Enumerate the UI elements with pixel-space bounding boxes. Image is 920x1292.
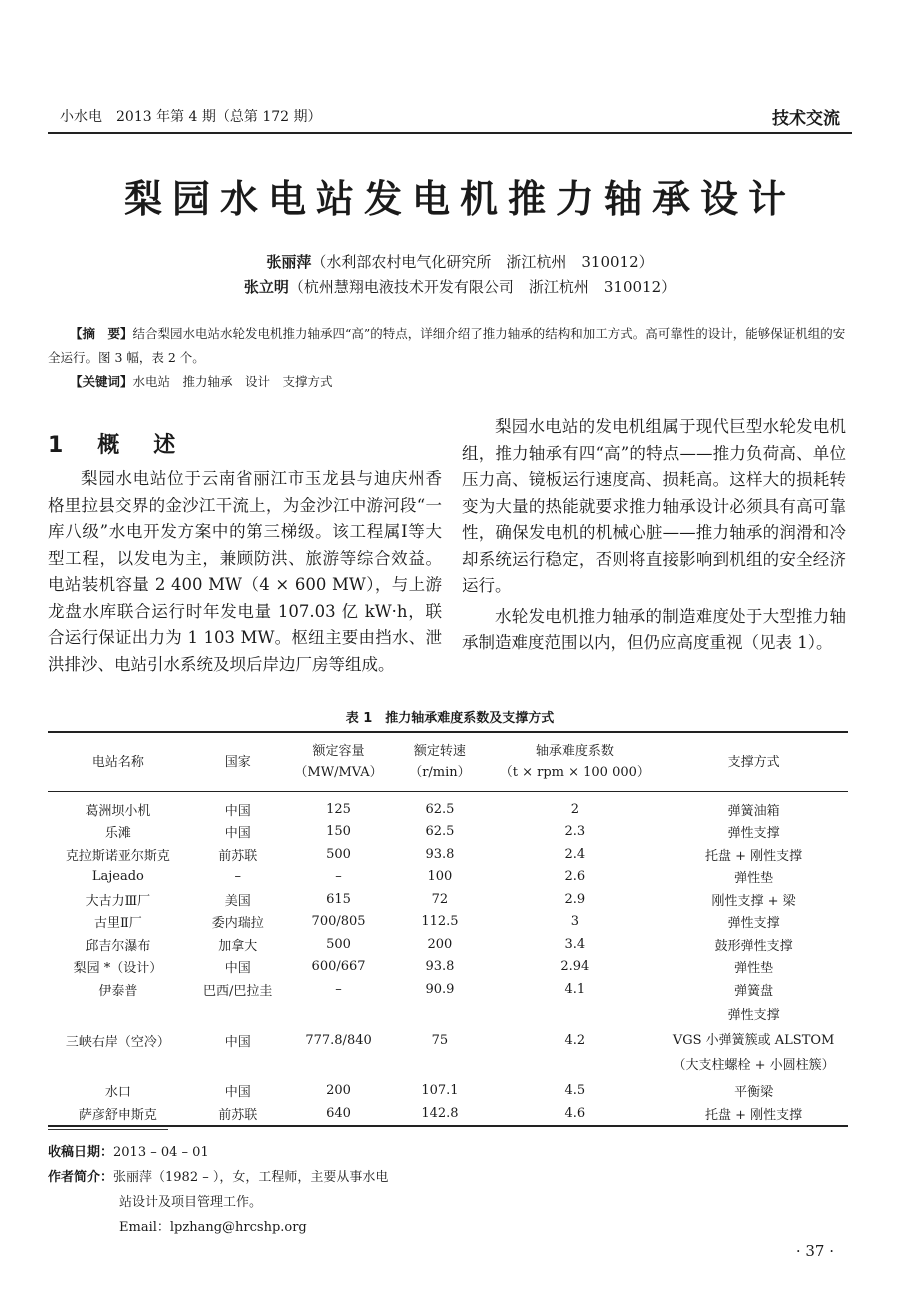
table-cell: 萨彦舒申斯克 [48, 1102, 188, 1126]
header-text: 轴承难度系数 [535, 744, 614, 759]
table-cell: 委内瑞拉 [211, 916, 264, 932]
table-cell: 93.8 [425, 846, 455, 862]
table-cell: 640 [288, 1102, 390, 1126]
paragraph: 梨园水电站的发电机组属于现代巨型水轮发电机组，推力轴承有四“高”的特点——推力负荷高、单位压力高、镜板运行速度高、损耗高。这样大的损耗转变为大量的热能就要求推力轴承设计必须具有高可靠性，确保发电机的机械心脏——推力轴承的润滑和冷却系统运行稳定，否则将直接影响到机组的安全经济运行。 [462, 417, 846, 595]
table-cell: 112.5 [421, 914, 459, 930]
table-cell: 美国 [224, 893, 251, 909]
header-text: 电站名称 [91, 754, 144, 770]
column-header [288, 732, 390, 792]
table-cell: 2 [570, 801, 579, 817]
table-cell: 鼓形弹性支撑 [714, 938, 793, 954]
abstract-text: 结合梨园水电站水轮发电机推力轴承四“高”的特点，详细介绍了推力轴承的结构和加工方式。高可靠性的设计，能够保证机组的安全运行。图 3 幅，表 2 个。 [48, 326, 846, 365]
table-row [48, 1080, 848, 1103]
table-cell: 前苏联 [188, 1102, 288, 1126]
table-row [48, 792, 848, 821]
bio-label: 作者简介： [48, 1170, 114, 1185]
table-cell: – [335, 981, 342, 997]
table-row [48, 1001, 848, 1080]
table-cell: 中国 [224, 1085, 251, 1101]
header-text: 国家 [224, 754, 251, 770]
table-cell: 托盘 + 刚性支撑 [659, 1102, 848, 1126]
table-cell: 乐滩 [104, 826, 131, 842]
author-name: 张丽萍 [266, 253, 312, 271]
header-rule [48, 132, 852, 134]
abstract-label: 【摘 要】 [70, 326, 133, 341]
bio-text: 张丽萍（1982 – ），女，工程师，主要从事水电 [113, 1170, 389, 1185]
author-email: Email：lpzhang@hrcshp.org [119, 1220, 307, 1235]
table-cell: 600/667 [311, 959, 366, 975]
table-cell: 4.6 [490, 1102, 659, 1126]
keywords: 水电站 推力轴承 设计 支撑方式 [132, 374, 333, 389]
table-cell: 200 [326, 1083, 351, 1099]
author-name: 张立明 [243, 278, 289, 296]
table-row [48, 821, 848, 844]
author-affiliation: （杭州慧翔电液技术开发有限公司 浙江杭州 310012） [288, 278, 677, 296]
table-row [48, 1102, 848, 1126]
table-cell: 125 [326, 801, 351, 817]
table-cell: 75 [431, 1032, 449, 1048]
footnote [48, 1140, 388, 1240]
table-cell: 93.8 [425, 959, 455, 975]
table-cell: 弹性支撑 VGS 小弹簧簇或 ALSTOM （大支柱螺栓 + 小圆柱簇） [672, 1007, 835, 1073]
table-cell: 500 [326, 936, 351, 952]
header-text: 额定容量 [312, 744, 365, 759]
table-cell: 弹性垫 [734, 871, 774, 887]
table-cell: 2.6 [564, 869, 586, 885]
table-cell: 加拿大 [218, 938, 258, 954]
table-cell: 葛洲坝小机 [85, 803, 151, 819]
table-caption: 表 1 推力轴承难度系数及支撑方式 [345, 711, 555, 726]
column-header [48, 732, 188, 792]
author-affiliation: （水利部农村电气化研究所 浙江杭州 310012） [311, 253, 654, 271]
table-cell: 90.9 [425, 981, 455, 997]
table-cell: 邱吉尔瀑布 [85, 938, 151, 954]
table-cell: 62.5 [425, 801, 455, 817]
left-column [48, 466, 442, 678]
table-cell: 古里Ⅱ厂 [93, 916, 142, 932]
received-date: 2013 – 04 – 01 [113, 1145, 209, 1160]
table-cell: 中国 [224, 961, 251, 977]
table-row [48, 888, 848, 911]
table-cell: – [335, 869, 342, 885]
table-cell: 中国 [224, 826, 251, 842]
header-text: 支撑方式 [727, 754, 780, 770]
column-header [659, 732, 848, 792]
table-cell: 2.4 [564, 846, 586, 862]
table-cell: 弹簧盘 [734, 983, 774, 999]
paragraph: 梨园水电站位于云南省丽江市玉龙县与迪庆州香格里拉县交界的金沙江干流上，为金沙江中游河段“一库八级”水电开发方案中的第三梯级。该工程属Ⅰ等大型工程，以发电为主，兼顾防洪、旅游等综合效益。电站装机容量 2 400 MW（4 × 600 MW），与上游龙盘水库联合运行时年发电量 107.03 亿 kW·h，联合运行保证出力为 1 103 MW。枢纽主要由挡水、泄洪排沙、电站引水系统及坝后岸边厂房等组成。 [48, 469, 443, 674]
table-row [48, 933, 848, 956]
table-cell: 中国 [224, 803, 251, 819]
table-cell: 三峡右岸（空冷） [65, 1034, 170, 1050]
bio-text-cont: 站设计及项目管理工作。 [119, 1195, 263, 1210]
table-cell: 500 [326, 846, 351, 862]
table-cell: 伊泰普 [98, 983, 138, 999]
data-table [48, 731, 848, 1127]
table-cell: 200 [427, 936, 453, 952]
table-cell: 3 [570, 914, 579, 930]
table-cell: 107.1 [421, 1083, 459, 1099]
table-cell: 62.5 [425, 824, 455, 840]
header-unit: （t × rpm × 100 000） [499, 765, 650, 780]
table-cell: 前苏联 [218, 848, 258, 864]
table-cell: 700/805 [311, 914, 366, 930]
table-cell: 平衡梁 [734, 1085, 774, 1101]
table-cell: 777.8/840 [305, 1032, 372, 1048]
table-cell: 100 [427, 869, 453, 885]
table-cell: 4.1 [564, 981, 586, 997]
table-cell: 弹性支撑 [727, 826, 780, 842]
right-column [462, 414, 846, 657]
table-cell: 弹簧油箱 [727, 803, 780, 819]
keywords-label: 【关键词】 [70, 374, 133, 389]
table-cell: 弹性垫 [734, 961, 774, 977]
author-2 [0, 276, 920, 297]
table-cell: 水口 [104, 1085, 131, 1101]
table-cell: 梨园 *（设计） [73, 961, 163, 977]
table-cell: Lajeado [91, 869, 144, 885]
table-cell: 4.5 [564, 1083, 586, 1099]
table-cell: 弹性支撑 [727, 916, 780, 932]
table-row [48, 911, 848, 934]
table-cell: 142.8 [389, 1102, 490, 1126]
table-row [48, 956, 848, 979]
page-number: · 37 · [795, 1242, 834, 1260]
author-1 [0, 251, 920, 272]
table-cell: 615 [326, 891, 351, 907]
table-cell: 2.9 [564, 891, 586, 907]
table-cell: 克拉斯诺亚尔斯克 [65, 848, 170, 864]
table-cell: 托盘 + 刚性支撑 [705, 848, 803, 864]
section-label: 技术交流 [772, 109, 840, 129]
table-cell: 3.4 [564, 936, 586, 952]
column-header [490, 732, 659, 792]
paragraph: 水轮发电机推力轴承的制造难度处于大型推力轴承制造难度范围以内，但仍应高度重视（见表 1）。 [462, 606, 846, 652]
table-cell: 刚性支撑 + 梁 [711, 893, 796, 909]
table-cell: 2.3 [564, 824, 586, 840]
received-label: 收稿日期： [48, 1145, 114, 1160]
column-header [389, 732, 490, 792]
table-cell: – [234, 869, 241, 885]
table-cell: 大古力Ⅲ厂 [85, 893, 151, 909]
table-row [48, 866, 848, 889]
journal-header: 小水电 2013 年第 4 期（总第 172 期） [60, 109, 322, 125]
abstract [48, 322, 848, 394]
section-heading: 1 概 述 [48, 433, 182, 458]
table-row [48, 978, 848, 1001]
column-header [188, 732, 288, 792]
table-cell: 150 [326, 824, 351, 840]
table-row [48, 843, 848, 866]
paper-title: 梨园水电站发电机推力轴承设计 [123, 176, 796, 221]
header-unit: （MW/MVA） [294, 765, 383, 780]
table-cell: 72 [431, 891, 449, 907]
footnote-rule [48, 1129, 168, 1130]
table-cell: 2.94 [560, 959, 590, 975]
header-text: 额定转速 [413, 744, 466, 759]
table-cell: 巴西/巴拉圭 [203, 983, 273, 999]
table-cell: 中国 [224, 1034, 251, 1050]
table-cell: 4.2 [564, 1032, 586, 1048]
header-unit: （r/min） [409, 765, 471, 780]
